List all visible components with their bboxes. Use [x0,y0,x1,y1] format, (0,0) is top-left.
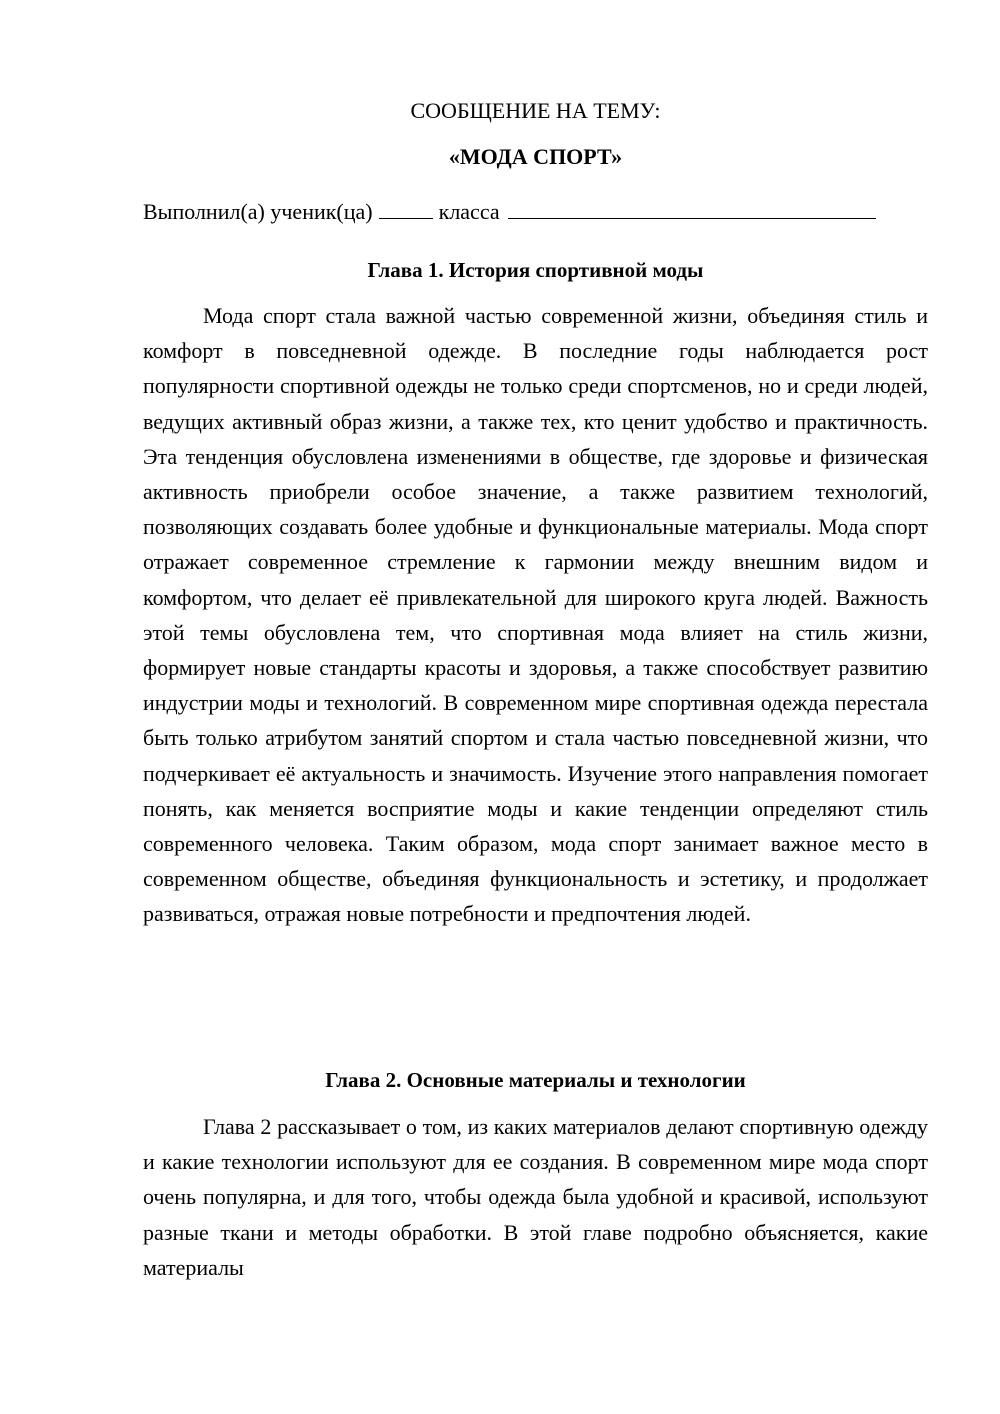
chapter-2-heading: Глава 2. Основные материалы и технологии [325,1068,746,1092]
document-title-topic: «МОДА СПОРТ» [448,144,623,169]
class-label: класса [438,199,500,224]
author-line [143,198,928,226]
class-name-blank [508,198,876,219]
chapter-1-paragraph: Мода спорт стала важной частью современной жизни, объединяя стиль и комфорт в повседневной одежде. В последние годы наблюдается рост популярности спортивной одежды не только среди спортсменов, но и среди людей, ведущих активный образ жизни, а также тех, кто ценит удобство и практичность. Эта тенденция обусловлена изменениями в обществе, где здоровье и физическая активность приобрели особое значение, а также развитием технологий, позволяющих создавать более удобные и функциональные материалы. Мода спорт отражает современное стремление к гармонии между внешним видом и комфортом, что делает её привлекательной для широкого круга людей. Важность этой темы обусловлена тем, что спортивная мода влияет на стиль жизни, формирует новые стандарты красоты и здоровья, а также способствует развитию индустрии моды и технологий. В современном мире спортивная одежда перестала быть только атрибутом занятий спортом и стала частью повседневной жизни, что подчеркивает её актуальность и значимость. Изучение этого направления помогает понять, как меняется восприятие моды и какие тенденции определяют стиль современного человека. Таким образом, мода спорт занимает важное место в современном обществе, объединяя функциональность и эстетику, и продолжает развиваться, отражая новые потребности и предпочтения людей. [143,303,928,927]
author-prefix-label: Выполнил(а) ученик(ца) [143,199,373,224]
chapter-2-paragraph: Глава 2 рассказывает о том, из каких материалов делают спортивную одежду и какие технологии используют для ее создания. В современном мире мода спорт очень популярна, и для того, чтобы одежда была удобной и красивой, используют разные ткани и методы обработки. В этой главе подробно объясняется, какие материалы [143,1114,928,1280]
chapter-1-heading: Глава 1. История спортивной моды [367,258,704,282]
document-title-line-1: СООБЩЕНИЕ НА ТЕМУ: [410,98,661,123]
class-number-blank [379,198,433,219]
